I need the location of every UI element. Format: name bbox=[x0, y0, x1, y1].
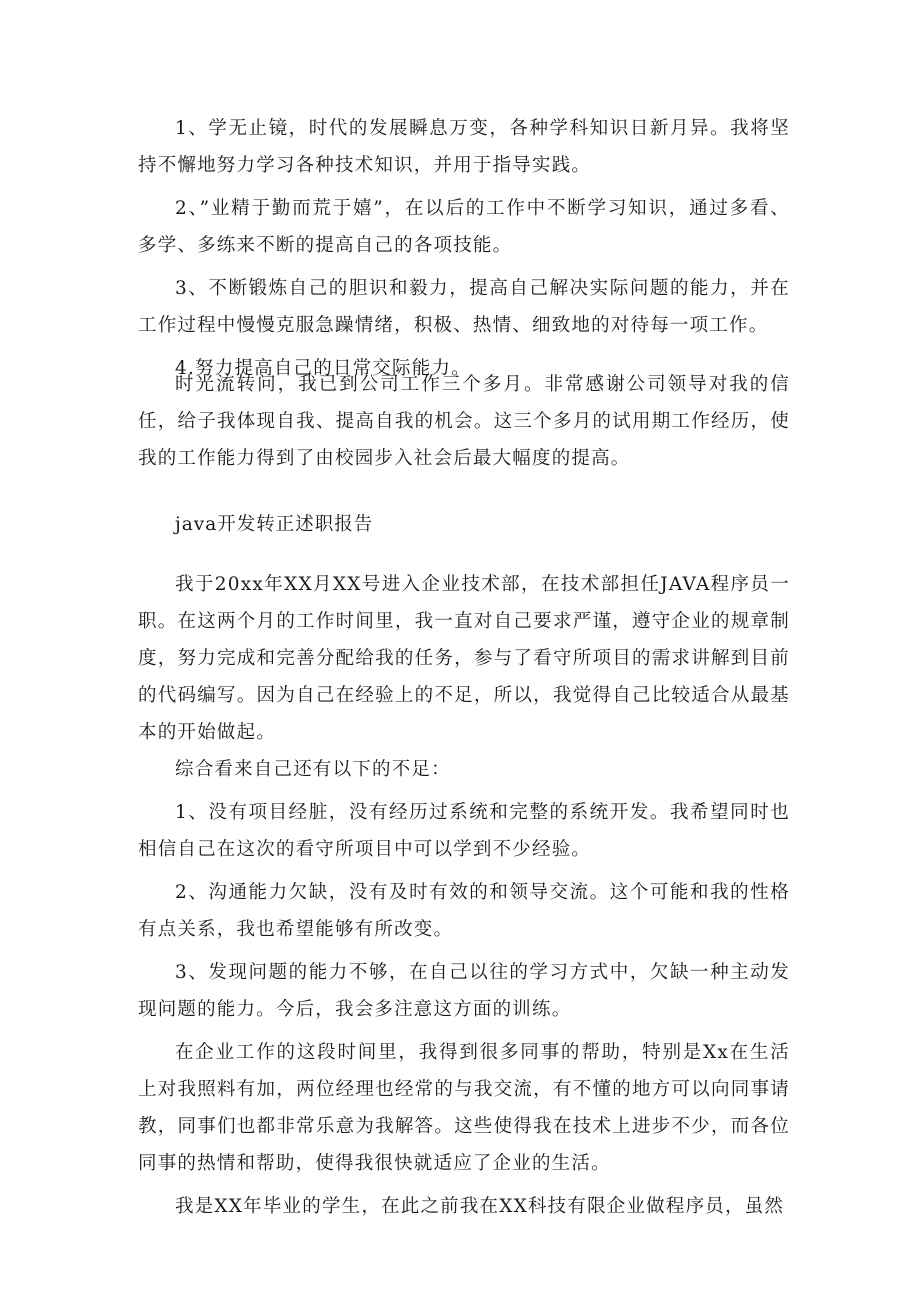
shortcomings-heading: 综合看来自己还有以下的不足： bbox=[175, 759, 451, 780]
list-item-4: 4.努力提高自己的日常交际能力。 bbox=[175, 358, 471, 379]
background-paragraph: 我是XX年毕业的学生，在此之前我在XX科技有限企业做程序员，虽然 bbox=[175, 1196, 785, 1217]
closing-section bbox=[138, 366, 790, 477]
shortcoming-item-2: 2、沟通能力欠缺，没有及时有效的和领导交流。这个可能和我的性格有点关系，我也希望能够有所改变。 bbox=[138, 882, 790, 940]
shortcoming-item-1: 1、没有项目经脏，没有经历过系统和完整的系统开发。我希望同时也相信自己在这次的看守所项目中可以学到不少经验。 bbox=[138, 802, 790, 860]
closing-paragraph: 时光流转问，我已到公司工作三个多月。非常感谢公司领导对我的信任，给子我体现自我、提高自我的机会。这三个多月的试用期工作经历，使我的工作能力得到了由校园步入社会后最大幅度的提高。 bbox=[138, 374, 790, 469]
shortcoming-item-3: 3、发现问题的能力不够，在自己以往的学习方式中，欠缺一种主动发现问题的能力。今后，我会多注意这方面的训练。 bbox=[138, 962, 790, 1020]
report-body bbox=[138, 566, 790, 1225]
report-title: java开发转正述职报告 bbox=[175, 514, 374, 535]
list-item-1: 1、学无止镜，时代的发展瞬息万变，各种学科知识日新月异。我将坚持不懈地努力学习各种技术知识，并用于指导实践。 bbox=[138, 118, 790, 176]
thanks-paragraph: 在企业工作的这段时间里，我得到很多同事的帮助，特别是Xx在生活上对我照料有加，两位经理也经常的与我交流，有不懂的地方可以向同事请教，同事们也都非常乐意为我解答。这些使得我在技术上进步不少，而各位同事的热情和帮助，使得我很快就适应了企业的生活。 bbox=[138, 1042, 790, 1174]
top-section bbox=[138, 110, 790, 387]
list-item-3: 3、不断锻炼自己的胆识和毅力，提高自己解决实际问题的能力，并在工作过程中慢慢克服急躁情绪，积极、热情、细致地的对待每一项工作。 bbox=[138, 278, 790, 336]
list-item-2: 2、”业精于勤而荒于嬉”，在以后的工作中不断学习知识，通过多看、多学、多练来不断的提高自己的各项技能。 bbox=[138, 198, 790, 256]
report-title-block bbox=[138, 506, 790, 543]
intro-paragraph: 我于20xx年XX月XX号进入企业技术部，在技术部担任JAVA程序员一职。在这两个月的工作时间里，我一直对自己要求严谨，遵守企业的规章制度，努力完成和完善分配给我的任务，参与了看守所项目的需求讲解到目前的代码编写。因为自己在经验上的不足，所以，我觉得自己比较适合从最基本的开始做起。 bbox=[138, 574, 790, 743]
